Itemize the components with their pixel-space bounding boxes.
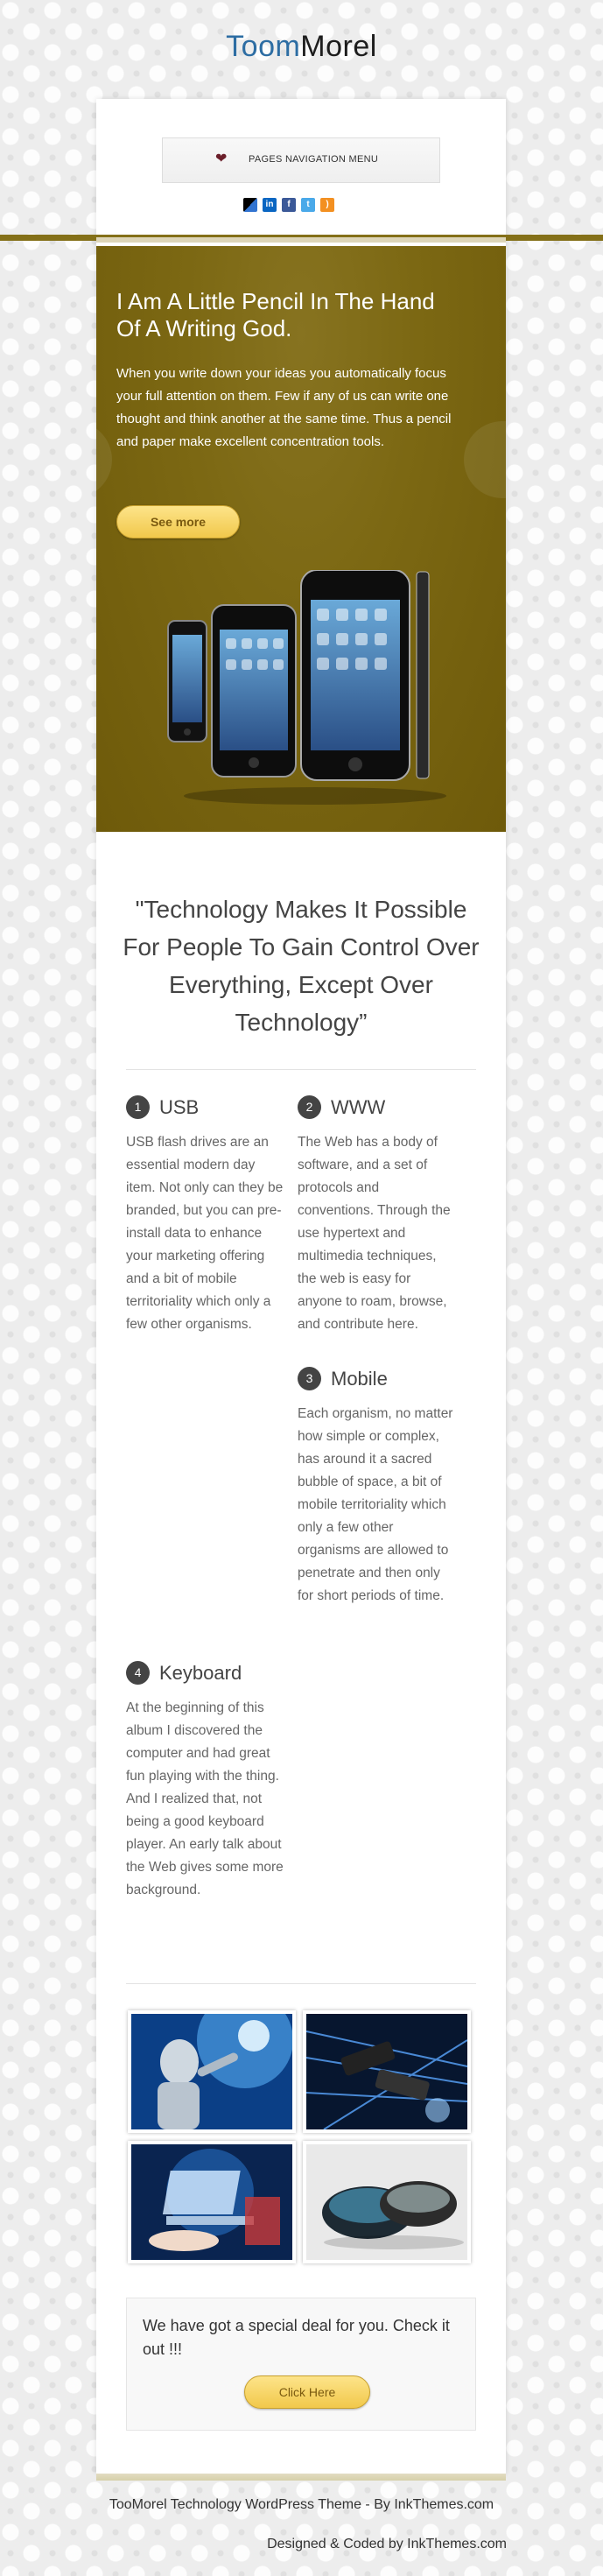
special-deal-box: [126, 2298, 476, 2431]
number-badge: 2: [298, 1095, 321, 1119]
slide-text: When you write down your ideas you automatically focus your full attention on them. Few if any of us can write one thought and think another at the same time. Thus a pencil and paper make excellent concentration tools.: [116, 366, 452, 449]
chevron-down-icon: ❤: [215, 151, 228, 166]
rss-icon[interactable]: ): [320, 198, 334, 212]
feature-usb: [126, 1095, 285, 1336]
feature-text: The Web has a body of software, and a set of protocols and conventions. Through the use hypertext and multimedia techniques, the web is easy for anyone to roam, browse, and contribute here.: [298, 1135, 451, 1332]
feature-header: [126, 1661, 285, 1685]
linkedin-icon[interactable]: in: [263, 198, 277, 212]
gallery-fiber-image[interactable]: [303, 2010, 471, 2133]
footer-credit-text: Designed & Coded by InkThemes.com: [267, 2537, 507, 2551]
site-logo[interactable]: ToomMorel: [226, 30, 377, 63]
nav-label: PAGES NAVIGATION MENU: [249, 154, 379, 165]
gallery-mouse-image[interactable]: [303, 2141, 471, 2263]
feature-title: Keyboard: [159, 1661, 242, 1684]
feature-title: USB: [159, 1095, 200, 1118]
container-bottom-border: [96, 2474, 506, 2481]
click-here-button[interactable]: Click Here: [244, 2375, 370, 2409]
gallery-robot-image[interactable]: [128, 2010, 296, 2133]
feature-title: WWW: [331, 1095, 386, 1118]
feature-www: [298, 1095, 457, 1336]
feature-mobile: [298, 1367, 457, 1608]
feature-text: Each organism, no matter how simple or complex, has around it a sacred bubble of space, a bit of mobile territoriality which only a few other organisms are allowed to penetrate and then only for short periods of time.: [298, 1406, 453, 1603]
feature-title: Mobile: [331, 1367, 388, 1390]
social-icons: [243, 198, 334, 212]
number-badge: 1: [126, 1095, 150, 1119]
feature-text: At the beginning of this album I discovered the computer and had great fun playing with the thing. And I realized that, not being a good keyboard player. An early talk about the Web gives some more background.: [126, 1700, 284, 1897]
phones-image: [166, 570, 446, 815]
see-more-button[interactable]: See more: [116, 505, 240, 538]
gallery-laptop-image[interactable]: [128, 2141, 296, 2263]
pages-navigation-menu[interactable]: [162, 137, 440, 183]
number-badge: 4: [126, 1661, 150, 1685]
slider-prev-button[interactable]: [96, 421, 112, 498]
header-stripe-light: [96, 237, 506, 243]
footer-theme-text: TooMorel Technology WordPress Theme - By InkThemes.com: [109, 2497, 494, 2512]
divider: [126, 1069, 476, 1070]
hero-slider: [96, 246, 506, 832]
delicious-icon[interactable]: [243, 198, 257, 212]
feature-text: USB flash drives are an essential modern day item. Not only can they be branded, but you can pre-install data to enhance your marketing offering and a bit of mobile territoriality which only a few other organisms.: [126, 1135, 284, 1332]
feature-header: [126, 1095, 285, 1119]
slide-heading: I Am A Little Pencil In The Hand Of A Writing God.: [116, 288, 435, 341]
feature-keyboard: [126, 1661, 285, 1902]
feature-header: [298, 1095, 457, 1119]
quote-heading: "Technology Makes It Possible For People To Gain Control Over Everything, Except Over Technology”: [123, 896, 480, 1036]
feature-header: [298, 1367, 457, 1390]
divider: [126, 1983, 476, 1984]
number-badge: 3: [298, 1367, 321, 1390]
facebook-icon[interactable]: f: [282, 198, 296, 212]
deal-text: We have got a special deal for you. Check it out !!!: [143, 2317, 450, 2358]
twitter-icon[interactable]: t: [301, 198, 315, 212]
